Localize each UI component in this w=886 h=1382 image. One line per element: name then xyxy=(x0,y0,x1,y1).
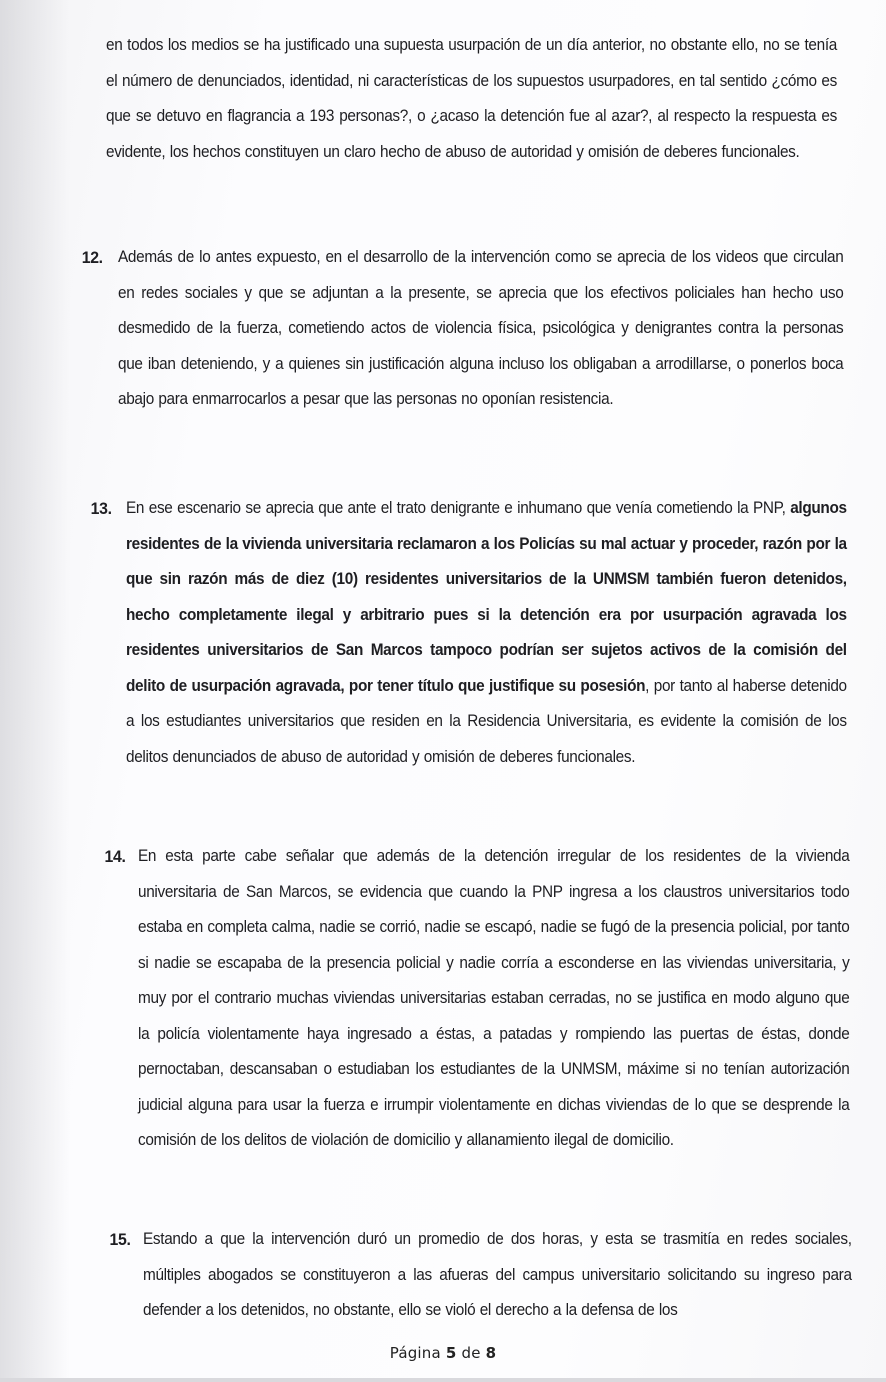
page-edge-shadow xyxy=(0,0,70,1382)
paragraph-text: Estando a que la intervención duró un promedio de dos horas, y esta se trasmitía en redes sociales, múltiples abogados se constituyeron a las afueras del campus universitario solicitando su ingreso para defender a los detenidos, no obstante, ello se violó el derecho a la defensa de los xyxy=(143,1230,852,1319)
paragraph-text-end: , por tanto al haberse detenido a los estudiantes universitarios que residen en la Residencia Universitaria, es evidente la comisión de los delitos denunciados de abuso de autoridad y omisión de deberes funcionales. xyxy=(126,676,847,766)
paragraph-number: 15. xyxy=(109,1230,131,1249)
paragraph-text: En esta parte cabe señalar que además de la detención irregular de los residentes de la vivienda universitaria de San Marcos, se evidencia que cuando la PNP ingresa a los claustros universitarios todo estaba en completa calma, nadie se corrió, nadie se escapó, nadie se fugó de la presencia policial, por tanto si nadie se escapaba de la presencia policial y nadie corría a esconderse en las viviendas universitaria, y muy por el contrario muchas viviendas universitarias estaban cerradas, no se justifica en modo alguno que la policía violentamente haya ingresado a éstas, a patadas y rompiendo las puertas de éstas, donde pernoctaban, descansaban o estudiaban los estudiantes de la UNMSM, máxime si no tenían autorización judicial alguna para usar la fuerza e irrumpir violentamente en dichas viviendas de lo que se desprende la comisión de los delitos de violación de domicilio y allanamiento ilegal de domicilio. xyxy=(138,847,850,1149)
page-total: 8 xyxy=(485,1344,497,1362)
page-bottom-edge xyxy=(0,1378,886,1382)
page-label: Página xyxy=(389,1344,441,1362)
paragraph-number: 12. xyxy=(81,248,103,267)
paragraph-15 xyxy=(109,1222,852,1329)
paragraph-continuation: en todos los medios se ha justificado una supuesta usurpación de un día anterior, no obstante ello, no se tenía el número de denunciados, identidad, ni características de los supuestos usurpadores, en tal sentido ¿cómo es que se detuvo en flagrancia a 193 personas?, o ¿acaso la detención fue al azar?, al respecto la respuesta es evidente, los hechos constituyen un claro hecho de abuso de autoridad y omisión de deberes funcionales. xyxy=(106,36,837,161)
paragraph-text-start: En ese escenario se aprecia que ante el trato denigrante e inhumano que venía cometiendo la PNP, xyxy=(126,499,791,517)
paragraph-12 xyxy=(81,240,844,418)
paragraph-number: 14. xyxy=(104,847,126,866)
paragraph-number: 13. xyxy=(90,499,112,518)
paragraph-14 xyxy=(104,839,850,1159)
paragraph-text-bold: algunos residentes de la vivienda universitaria reclamaron a los Policías su mal actuar y proceder, razón por la que sin razón más de diez (10) residentes universitarios de la UNMSM también fueron detenidos, hecho completamente ilegal y arbitrario pues si la detención era por usurpación agravada los residentes universitarios de San Marcos tampoco podrían ser sujetos activos de la comisión del delito de usurpación agravada, por tener título que justifique su posesión xyxy=(126,499,847,695)
paragraph-text: Además de lo antes expuesto, en el desarrollo de la intervención como se aprecia de los videos que circulan en redes sociales y que se adjuntan a la presente, se aprecia que los efectivos policiales han hecho uso desmedido de la fuerza, cometiendo actos de violencia física, psicológica y denigrantes contra la personas que iban deteniendo, y a quienes sin justificación alguna incluso los obligaban a arrodillarse, o ponerlos boca abajo para enmarrocarlos a pesar que las personas no oponían resistencia. xyxy=(118,248,844,408)
page-footer xyxy=(0,1344,886,1362)
paragraph-13 xyxy=(90,491,847,775)
page-separator: de xyxy=(461,1344,481,1362)
page-current: 5 xyxy=(445,1344,457,1362)
